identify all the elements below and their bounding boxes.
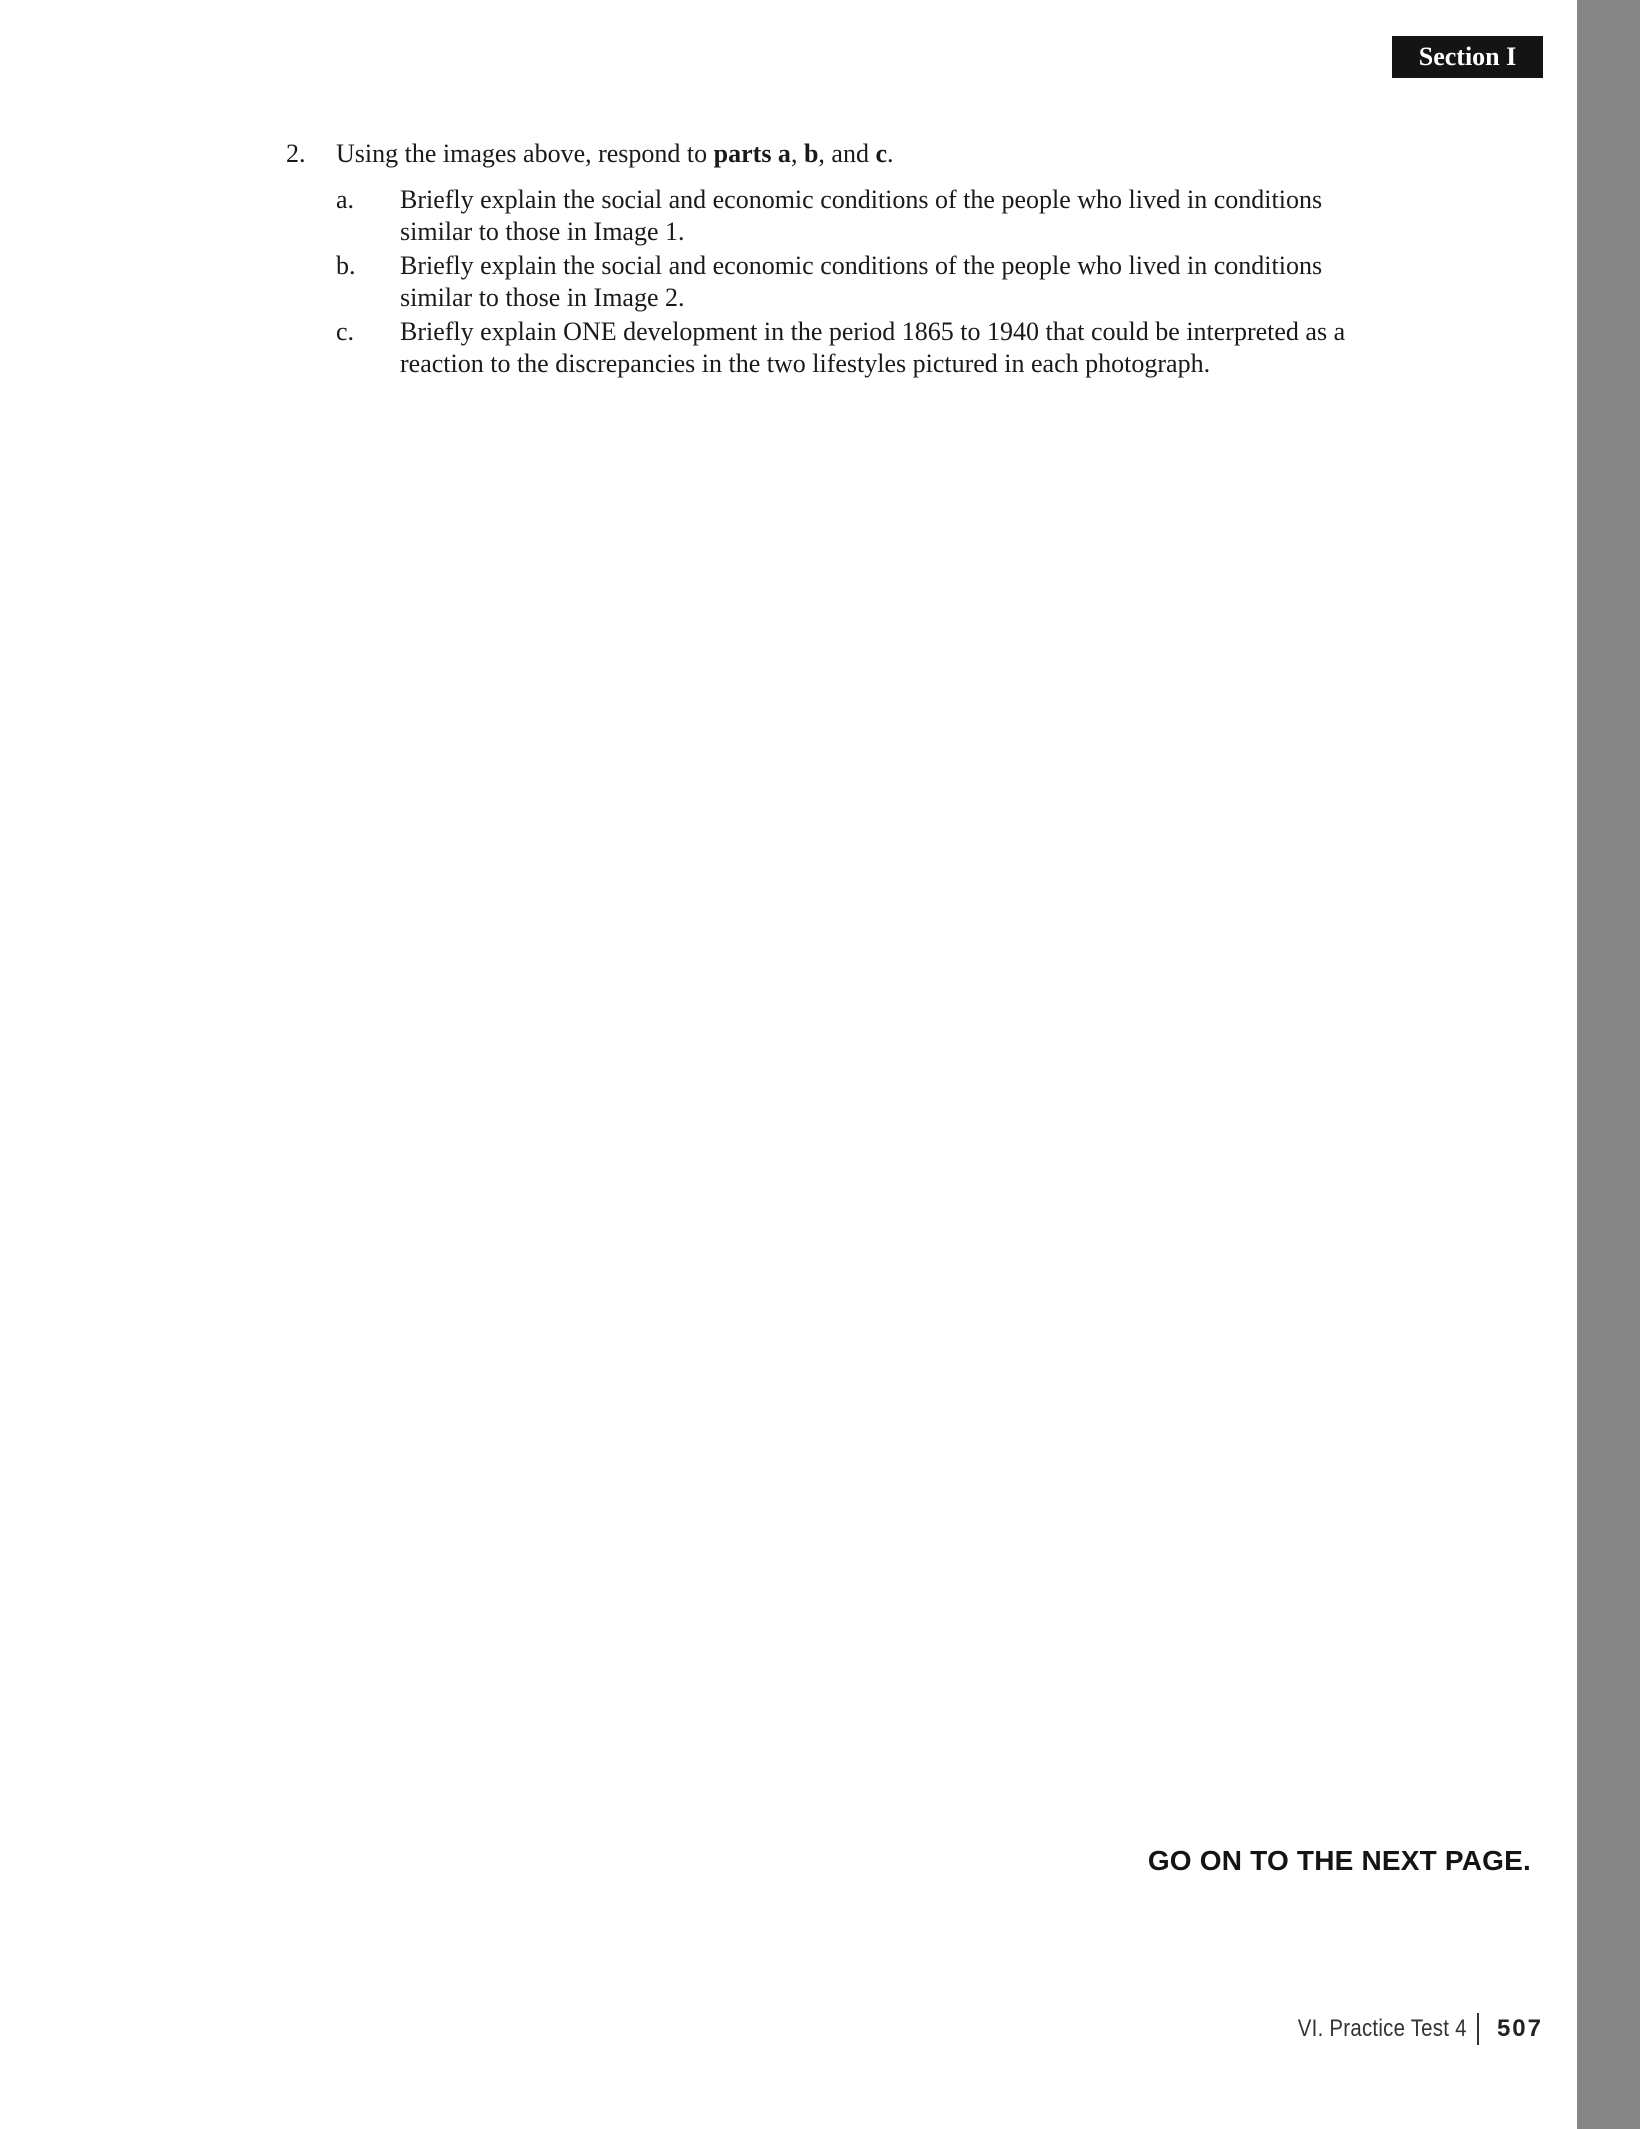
- page-footer: [1268, 2009, 1543, 2049]
- intro-bold-c: c: [875, 139, 887, 168]
- part-letter: c.: [336, 317, 355, 346]
- section-badge: Section I: [1392, 36, 1543, 78]
- question-2: [286, 138, 1386, 382]
- part-letter: b.: [336, 251, 356, 280]
- part-text: Briefly explain the social and economic conditions of the people who lived in conditions similar to those in Image 2.: [400, 251, 1323, 312]
- intro-sep-1: ,: [790, 139, 804, 168]
- question-intro-row: [286, 138, 1386, 170]
- question-number: 2.: [286, 139, 306, 168]
- intro-bold-parts-a: parts a: [713, 139, 791, 168]
- intro-sep-2: , and: [818, 139, 876, 168]
- question-intro: [336, 138, 894, 170]
- question-part-a: [336, 184, 1386, 248]
- intro-end: .: [887, 139, 894, 168]
- side-strip: [1577, 0, 1640, 2129]
- footer-divider: [1477, 2013, 1479, 2045]
- footer-chapter: VI. Practice Test 4: [1298, 2015, 1467, 2042]
- go-on-notice: GO ON TO THE NEXT PAGE.: [1147, 1845, 1531, 1876]
- part-text: Briefly explain the social and economic conditions of the people who lived in conditions similar to those in Image 1.: [400, 185, 1323, 246]
- part-text: Briefly explain ONE development in the period 1865 to 1940 that could be interpreted as a reaction to the discrepancies in the two lifestyles pictured in each photograph.: [400, 317, 1346, 378]
- part-letter: a.: [336, 185, 355, 214]
- question-parts-list: [336, 184, 1386, 380]
- intro-text: Using the images above, respond to: [336, 139, 714, 168]
- intro-bold-b: b: [803, 139, 819, 168]
- question-part-b: [336, 250, 1386, 314]
- page-number: 507: [1496, 2015, 1543, 2042]
- question-part-c: [336, 316, 1386, 380]
